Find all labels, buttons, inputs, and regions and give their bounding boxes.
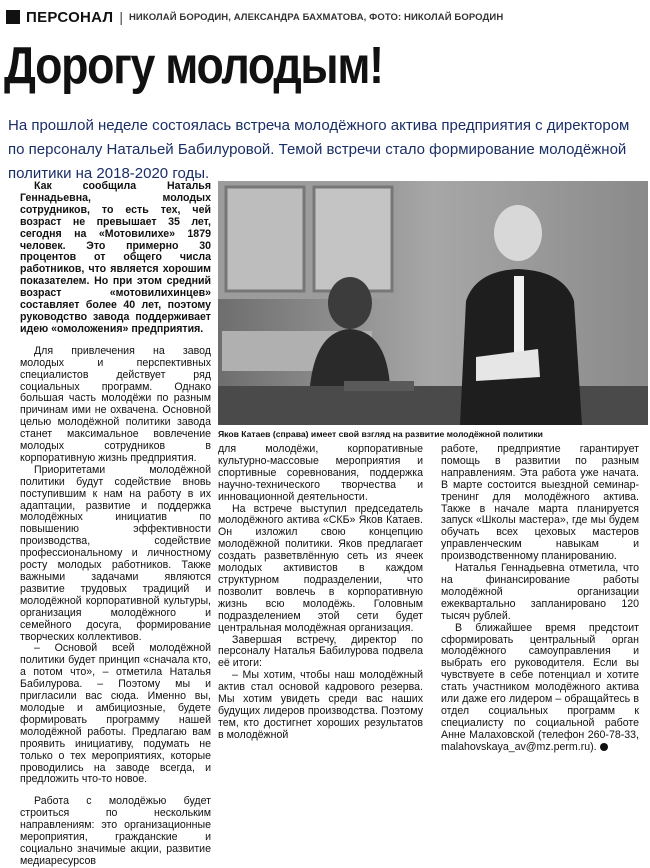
paragraph: Приоритетами молодёжной политики будут содействие вновь поступившим к нам на работу в их адаптации, развитие и поддержка молодёжных инициатив по повышению эффективности производства, содействие профессиональному и личностному росту молодых работников. Также важными задачами являются развитие трудовых традиций и молодёжной корпоративной культуры, организация молодёжного и семейного досуга, формирование творческих коллективов. [20,463,211,643]
paragraph: Для привлечения на завод молодых и перспективных специалистов действует ряд социальных программ. Однако большая часть молодёжи по разным причинам ими не охвачена. Основной целью молодёжной политики завода станет максимальное вовлечение молодых сотрудников в корпоративную жизнь предприятия. [20,344,211,464]
column-3 [441,444,639,754]
end-of-article-icon [600,743,608,751]
article-lead: На прошлой неделе состоялась встреча молодёжного актива предприятия с директором по персоналу Натальей Бабилуровой. Темой встречи стало формирование молодёжной политики на 2018-2020 годы. [8,117,630,182]
section-name: ПЕРСОНАЛ [26,8,114,26]
paragraph: – Основой всей молодёжной политики будет принцип «сначала кто, а потом что», – отметила Наталья Бабилурова. – Поэтому мы и пригласили вас сюда. Именно вы, молодые и амбициозные, будете формировать программу нашей молодёжной работы. Предлагаю вам проявить инициативу, подумать не только о тех мероприятиях, которые проводились на заводе всегда, и предложить что-то новое. [20,642,211,786]
header-separator: | [119,9,123,25]
intro-paragraph: Как сообщила Наталья Геннадьевна, молодых сотрудников, то есть тех, чей возраст не превышает 35 лет, сегодня на «Мотовилихе» 1879 человек. Это примерно 30 процентов от общего числа работников, что является хорошим показателем. Но при этом средний возраст «мотовилихинцев» составляет более 40 лет, поэтому руководство завода поддерживает идею «омоложения» предприятия. [20,180,211,335]
paragraph: Наталья Геннадьевна отметила, что на финансирование работы молодёжной организации ежеквартально запланировано 120 тысяч рублей. [441,562,639,622]
article-photo [218,181,648,425]
paragraph: для молодёжи, корпоративные культурно-массовые мероприятия и спортивные соревнования, поддержка научно-технического творчества и инновационной деятельности. [218,443,423,503]
section-marker-icon [6,10,20,24]
author-credits: НИКОЛАЙ БОРОДИН, АЛЕКСАНДРА БАХМАТОВА, ФОТО: НИКОЛАЙ БОРОДИН [128,11,504,23]
paragraph: На встрече выступил председатель молодёжного актива «СКБ» Яков Катаев. Он изложил свою концепцию молодёжной политики. Яков предлагает создать разветвлённую сеть из ячеек молодых активистов в каждом структурном подразделении, что позволит вовлечь в корпоративную жизнь всю молодёжь. Головным подразделением этой сети будет центральная молодёжная организация. [218,502,423,634]
column-2 [218,444,423,742]
photo-caption: Яков Катаев (справа) имеет свой взгляд на развитие молодёжной политики [218,429,543,439]
paragraph: Работа с молодёжью будет строиться по нескольким направлениям: это организационные мероприятия, гражданские и социально значимые акции, развитие медиаресурсов [20,795,211,867]
paragraph [441,623,639,754]
photo-illustration [218,181,648,425]
article-headline: Дорогу молодым! [4,37,383,95]
column-1 [20,181,211,868]
paragraph-text: В ближайшее время предстоит сформировать центральный орган молодёжного самоуправления и выбрать его руководителя. Если вы чувствуете в себе потенциал и хотите стать участником молодёжного актива или даже его лидером – обращайтесь в отдел социальных программ к специалисту по социальной работе Анне Малаховской (телефон 260-78-33, malahovskaya_av@mz.perm.ru). [441,621,639,753]
paragraph: работе, предприятие гарантирует помощь в развитии по разным направлениям. Эта работа уже начата. В марте состоится выездной семинар-тренинг для молодёжного актива. Также в начале марта планируется запуск «Школы мастера», где мы будем обучать всех цеховых мастеров управленческим навыкам и производственному планированию. [441,443,639,563]
paragraph: Завершая встречу, директор по персоналу Наталья Бабилурова подвела её итоги: [218,633,423,670]
section-header [6,6,646,28]
paragraph: – Мы хотим, чтобы наш молодёжный актив стал основой кадрового резерва. Мы хотим увидеть среди вас наших будущих лидеров производства. Поэтому тем, кто достигнет хороших результатов в молодёжной [218,669,423,741]
